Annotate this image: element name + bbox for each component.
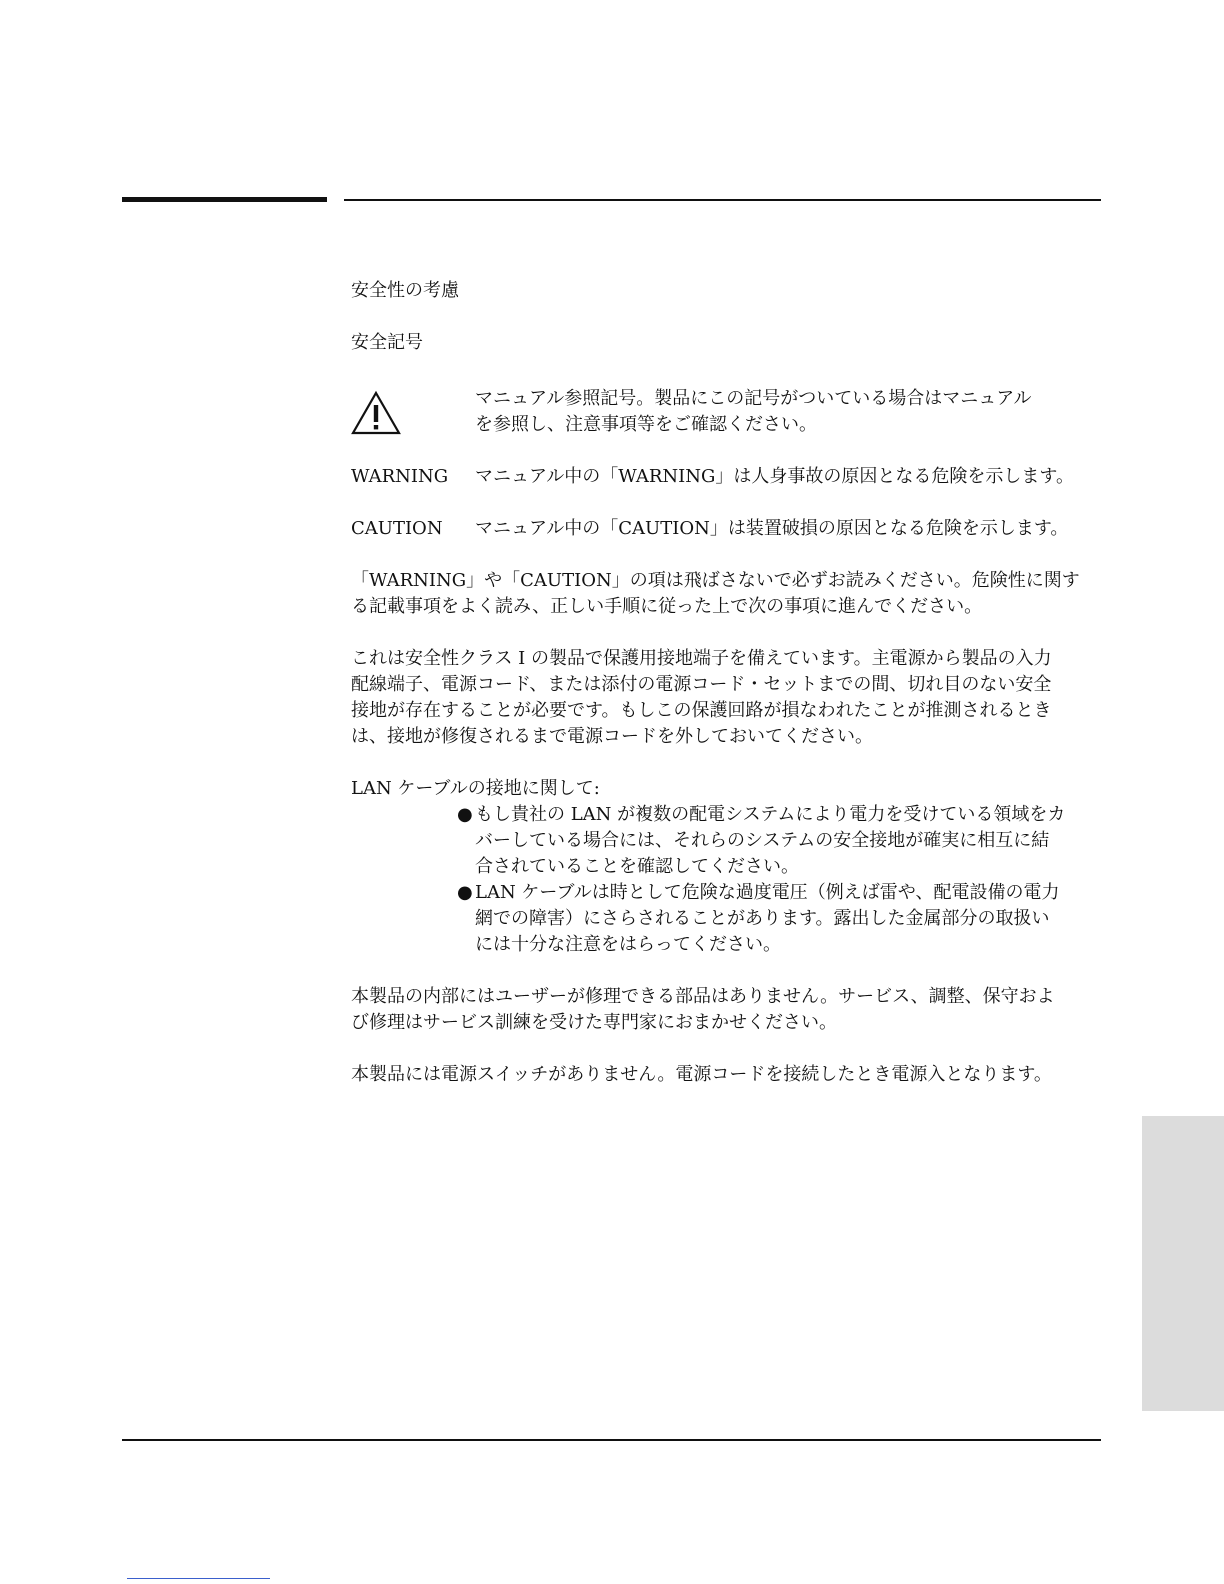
caution-text: マニュアル中の「CAUTION」は装置破損の原因となる危険を示します。	[475, 518, 1069, 539]
side-thumb-tab	[1142, 1116, 1224, 1411]
paragraph-line: る記載事項をよく読み、正しい手順に従った上で次の事項に進んでください。	[351, 596, 983, 617]
manual-symbol-line: マニュアル参照記号。製品にこの記号がついている場合はマニュアル	[475, 388, 1032, 409]
paragraph-line: は、接地が修復されるまで電源コードを外しておいてください。	[351, 726, 873, 747]
caution-row	[351, 516, 1101, 542]
warning-label: WARNING	[351, 466, 449, 487]
warning-row	[351, 464, 1101, 490]
paragraph-line: 配線端子、電源コード、または添付の電源コード・セットまでの間、切れ目のない安全	[351, 674, 1052, 695]
list-item-line: バーしている場合には、それらのシステムの安全接地が確実に相互に結	[475, 830, 1050, 851]
document-body	[351, 278, 1101, 1114]
list-item-line: には十分な注意をはらってください。	[475, 934, 781, 955]
ground-paragraph	[351, 646, 1101, 750]
caution-label: CAUTION	[351, 518, 443, 539]
bullet-icon: ●	[457, 804, 473, 825]
lan-section	[351, 776, 1101, 958]
bullet-icon: ●	[457, 882, 473, 903]
read-notice-paragraph	[351, 568, 1101, 620]
list-item	[457, 880, 1101, 958]
list-item-line: 合されていることを確認してください。	[475, 856, 799, 877]
list-item-line: LAN ケーブルは時として危険な過度電圧（例えば雷や、配電設備の電力	[475, 882, 1060, 903]
paragraph-line: 本製品には電源スイッチがありません。電源コードを接続したとき電源入となります。	[351, 1064, 1052, 1085]
service-paragraph	[351, 984, 1101, 1036]
paragraph-line: び修理はサービス訓練を受けた専門家におまかせください。	[351, 1012, 837, 1033]
paragraph-line: 本製品の内部にはユーザーが修理できる部品はありません。サービス、調整、保守およ	[351, 986, 1055, 1007]
manual-symbol-description	[475, 386, 1101, 438]
section-title: 安全性の考慮	[351, 280, 459, 301]
paragraph-line: 「WARNING」や「CAUTION」の項は飛ばさないで必ずお読みください。危険性に関す	[351, 570, 1080, 591]
lan-bullet-list	[457, 802, 1101, 958]
manual-symbol-line: を参照し、注意事項等をご確認ください。	[475, 414, 817, 435]
paragraph-line: これは安全性クラス I の製品で保護用接地端子を備えています。主電源から製品の入力	[351, 648, 1052, 669]
warning-triangle-icon	[351, 390, 401, 436]
footer-link-underline[interactable]	[127, 1578, 270, 1579]
header-rule	[344, 199, 1101, 201]
list-item-line: もし貴社の LAN が複数の配電システムにより電力を受けている領域をカ	[475, 804, 1066, 825]
warning-text: マニュアル中の「WARNING」は人身事故の原因となる危険を示します。	[475, 466, 1074, 487]
manual-symbol-row	[351, 386, 1101, 438]
lan-intro: LAN ケーブルの接地に関して:	[351, 778, 600, 799]
list-item-line: 網での障害）にさらされることがあります。露出した金属部分の取扱い	[475, 908, 1050, 929]
power-paragraph	[351, 1062, 1101, 1088]
footer-rule	[122, 1439, 1101, 1441]
subsection-title: 安全記号	[351, 332, 423, 353]
header-thick-rule	[122, 197, 327, 202]
list-item	[457, 802, 1101, 880]
paragraph-line: 接地が存在することが必要です。もしこの保護回路が損なわれたことが推測されるとき	[351, 700, 1052, 721]
